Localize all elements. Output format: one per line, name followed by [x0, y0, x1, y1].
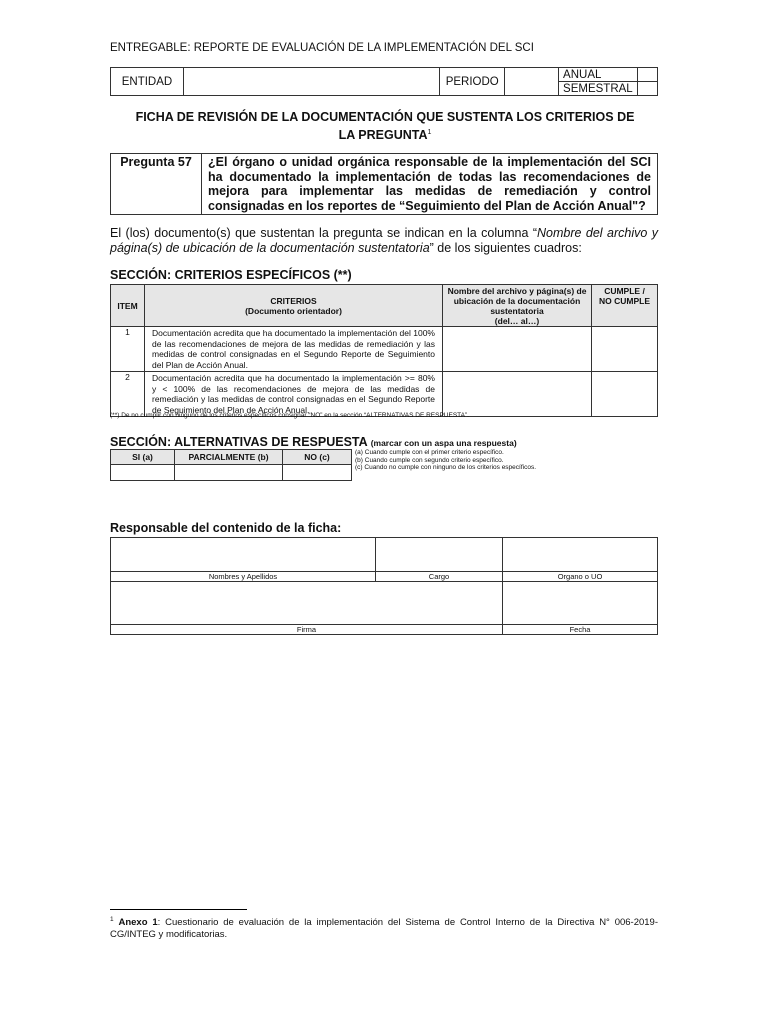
header-item: ITEM [111, 285, 145, 327]
row-item: 1 [111, 327, 145, 372]
answer-si-cell[interactable] [111, 465, 175, 481]
fecha-field[interactable] [503, 582, 658, 625]
row-cumple-cell[interactable] [592, 327, 658, 372]
answer-note: (b) Cuando cumple con segundo criterio específico. [355, 456, 504, 464]
cargo-field[interactable] [376, 538, 503, 572]
answers-table [110, 449, 352, 481]
document-header: ENTREGABLE: REPORTE DE EVALUACIÓN DE LA IMPLEMENTACIÓN DEL SCI [110, 42, 534, 54]
row-criterio: Documentación acredita que ha documentado la implementación >= 80% y < 100% de las recomendaciones de mejora de las medidas de remediación y las medidas de control consignadas en el Segundo Reporte de Seguimiento del Plan de Acción Anual. [145, 372, 443, 417]
intro-paragraph: El (los) documento(s) que sustentan la pregunta se indican en la columna “Nombre del archivo y página(s) de ubicación de la documentación sustentatoria” de los siguientes cuadros: [110, 226, 658, 255]
answer-header-si: SI (a) [111, 450, 175, 465]
fecha-label: Fecha [503, 625, 658, 635]
firma-field[interactable] [111, 582, 503, 625]
header-nombre-archivo: Nombre del archivo y página(s) de ubicación de la documentación sustentatoria (del… al…) [443, 285, 592, 327]
row-archivo-cell[interactable] [443, 327, 592, 372]
nombres-label: Nombres y Apellidos [111, 572, 376, 582]
answer-header-no: NO (c) [283, 450, 352, 465]
semestral-check [638, 82, 658, 96]
row-cumple-cell[interactable] [592, 372, 658, 417]
section-alternativas-subtitle: (marcar con un aspa una respuesta) [370, 438, 517, 448]
entidad-label: ENTIDAD [111, 68, 184, 96]
entity-period-table [110, 67, 658, 96]
responsible-title: Responsable del contenido de la ficha: [110, 521, 342, 535]
organo-field[interactable] [503, 538, 658, 572]
table-row [111, 372, 658, 417]
page-title: FICHA DE REVISIÓN DE LA DOCUMENTACIÓN QUE SUSTENTA LOS CRITERIOS DE LA PREGUNTA$^1$ [135, 110, 635, 143]
footnote-number: 1 [110, 916, 114, 923]
firma-label: Firma [111, 625, 503, 635]
row-item: 2 [111, 372, 145, 417]
answer-no-cell[interactable] [283, 465, 352, 481]
criteria-note: (**) De no cumplir con ninguno de los criterios específicos consignar “NO” en la sección “ALTERNATIVAS DE RESPUESTA”. [110, 412, 469, 419]
periodo-label: PERIODO [440, 68, 505, 96]
answer-note: (a) Cuando cumple con el primer criterio específico. [355, 449, 504, 456]
title-footnote-ref: 1 [427, 129, 432, 136]
semestral-label: SEMESTRAL [559, 82, 638, 96]
table-row [111, 327, 658, 372]
intro-italic: Nombre del archivo y página(s) de ubicación de la documentación sustentatoria [110, 226, 658, 255]
row-archivo-cell[interactable] [443, 372, 592, 417]
cargo-label: Cargo [376, 572, 503, 582]
answer-note: (c) Cuando no cumple con ninguno de los criterios específicos. [355, 464, 537, 471]
row-criterio: Documentación acredita que ha documentado la implementación del 100% de las recomendaciones de mejora de las medidas de remediación y las medidas de control consignadas en el Segundo Reporte de Seguimiento del Plan de Acción Anual. [145, 327, 443, 372]
header-cumple: CUMPLE / NO CUMPLE [592, 285, 658, 327]
anual-check [638, 68, 658, 82]
question-label: Pregunta 57 [111, 154, 202, 215]
periodo-value [505, 68, 559, 96]
footnote-divider [110, 909, 247, 910]
section-alternativas-title: SECCIÓN: ALTERNATIVAS DE RESPUESTA (marcar con un aspa una respuesta) [110, 435, 517, 449]
nombres-field[interactable] [111, 538, 376, 572]
section-criterios-title: SECCIÓN: CRITERIOS ESPECÍFICOS (**) [110, 268, 352, 282]
answers-notes [355, 449, 536, 472]
footnote [110, 914, 658, 940]
responsible-table [110, 537, 658, 635]
entidad-value [183, 68, 439, 96]
answer-parcialmente-cell[interactable] [175, 465, 283, 481]
footnote-bold: Anexo 1 [118, 917, 158, 929]
organo-label: Organo o UO [503, 572, 658, 582]
anual-label: ANUAL [559, 68, 638, 82]
question-table [110, 153, 658, 215]
footnote-text: : Cuestionario de evaluación de la implementación del Sistema de Control Interno de la Directiva N° 006-2019-CG/INTEG y modificatorias. [110, 917, 658, 940]
answer-header-parcialmente: PARCIALMENTE (b) [175, 450, 283, 465]
question-text: ¿El órgano o unidad orgánica responsable de la implementación del SCI ha documentado la implementación de todas las recomendaciones de mejora para implementar las medidas de remediación y control consignadas en los reportes de “Seguimiento del Plan de Acción Anual"? [202, 154, 658, 215]
header-criterios: CRITERIOS (Documento orientador) [145, 285, 443, 327]
criteria-table [110, 284, 658, 417]
